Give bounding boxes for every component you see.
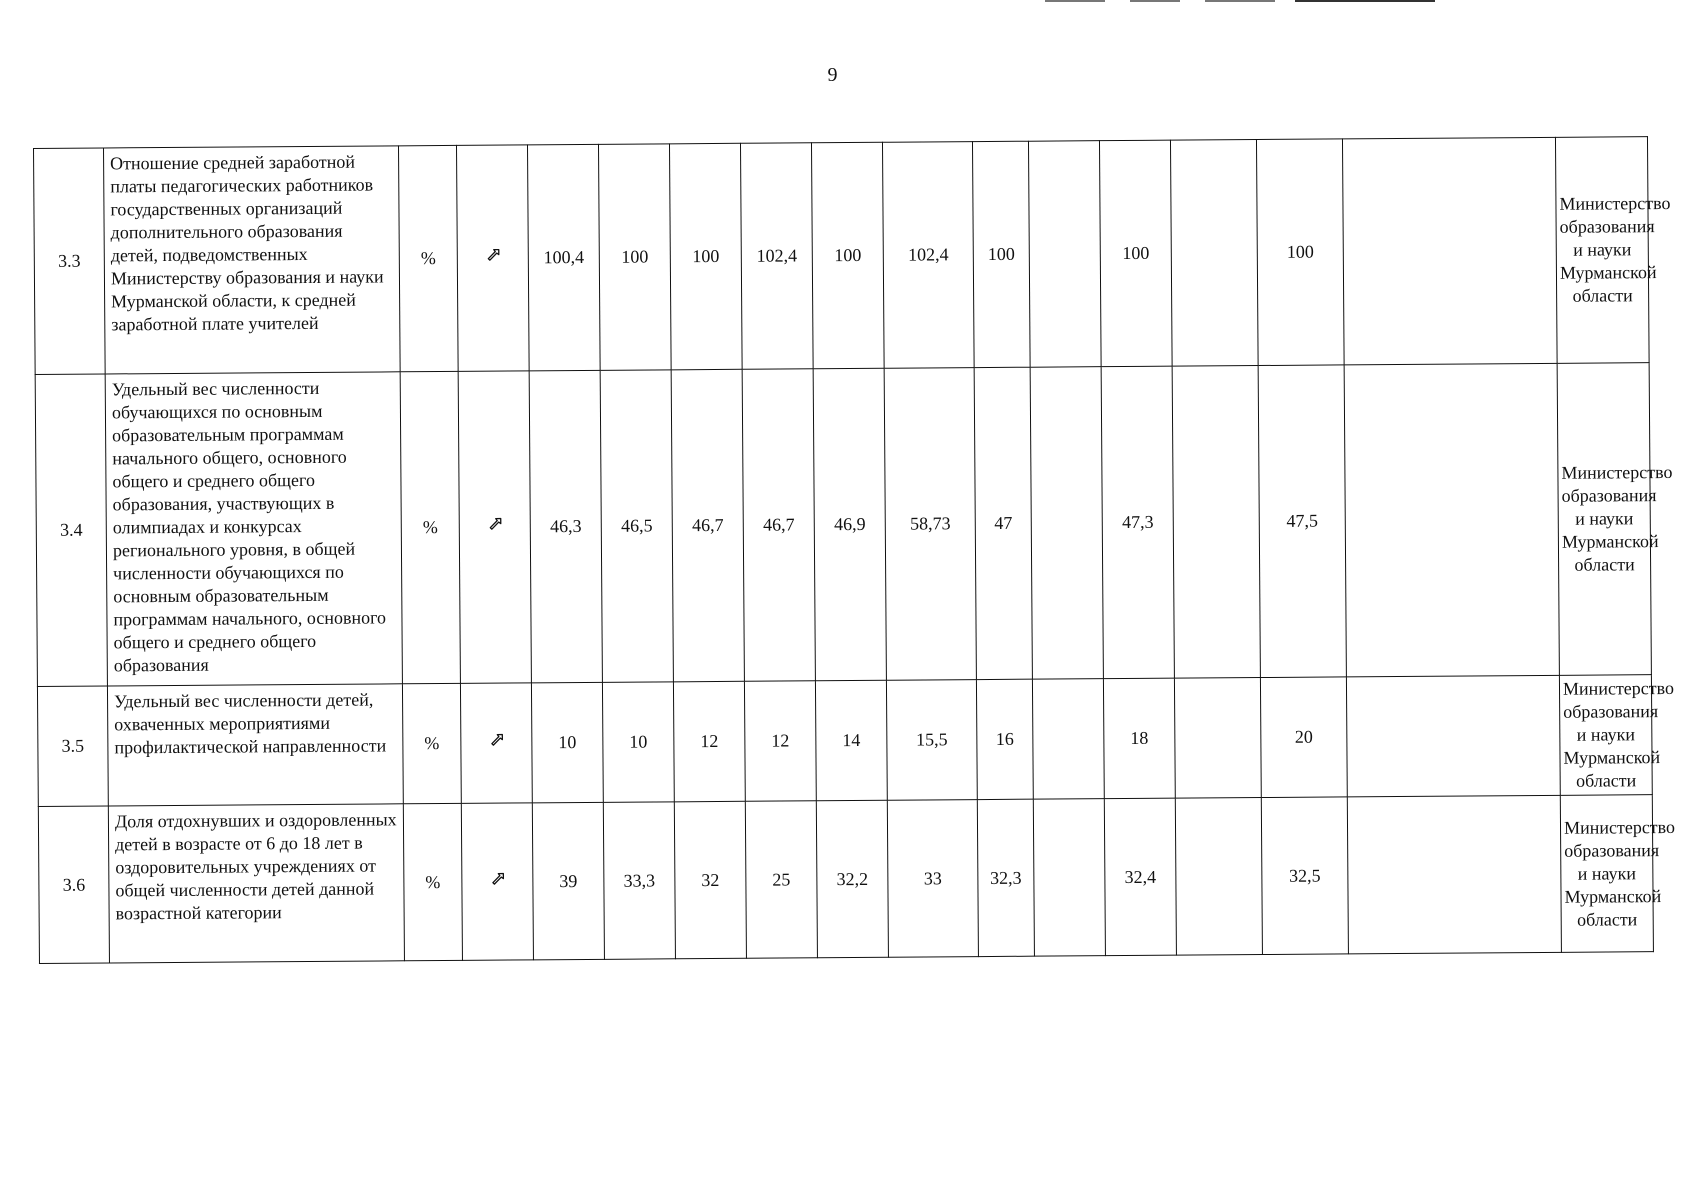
value-cell: 16 <box>976 679 1033 799</box>
value-cell: 32,3 <box>977 799 1034 956</box>
value-cell <box>1170 140 1258 367</box>
value-cell <box>1175 798 1262 956</box>
indicator-description-cell: Удельный вес численности детей, охваченных мероприятиями профилактической направленности <box>107 684 403 806</box>
value-cell: 100 <box>972 141 1030 367</box>
page-number: 9 <box>827 64 838 86</box>
value-cell: 46,7 <box>671 369 744 682</box>
value-cell <box>1346 675 1560 797</box>
value-cell: 33,3 <box>603 802 675 960</box>
value-cell <box>1174 678 1261 799</box>
value-cell: 100,4 <box>527 144 600 371</box>
up-right-outline-arrow-icon <box>489 871 505 887</box>
up-right-outline-arrow-icon <box>488 733 504 749</box>
trend-cell <box>456 145 529 372</box>
value-cell: 46,7 <box>742 369 815 682</box>
up-right-outline-arrow-icon <box>485 248 501 264</box>
table-row <box>37 675 1652 807</box>
indicator-description-cell: Доля отдохнувших и оздоровленных детей в возрасте от 6 до 18 лет в оздоровительных учреждениях от общей численности детей данной возрастной категории <box>108 804 404 963</box>
unit-cell: % <box>400 371 460 683</box>
value-cell: 20 <box>1260 677 1347 798</box>
executor-cell: Министерство образования и науки Мурманской области <box>1557 363 1651 676</box>
value-cell <box>1342 137 1557 365</box>
table-row <box>34 137 1650 375</box>
executor-cell: Министерство образования и науки Мурманской области <box>1560 795 1653 953</box>
value-cell: 10 <box>602 682 674 803</box>
value-cell <box>1172 366 1260 679</box>
value-cell: 12 <box>744 681 816 802</box>
value-cell: 33 <box>887 800 978 958</box>
unit-cell: % <box>402 683 461 803</box>
indicators-table <box>33 136 1676 964</box>
value-cell: 47,5 <box>1258 365 1346 678</box>
table-body <box>34 137 1676 964</box>
value-cell: 100 <box>598 144 671 371</box>
value-cell: 100 <box>1256 139 1344 366</box>
value-cell: 47,3 <box>1101 366 1174 679</box>
value-cell: 18 <box>1103 678 1175 799</box>
value-cell: 10 <box>531 682 603 803</box>
value-cell: 102,4 <box>740 143 813 370</box>
value-cell: 58,73 <box>884 368 976 681</box>
value-cell: 100 <box>811 142 884 369</box>
value-cell: 14 <box>815 680 887 801</box>
row-number-cell: 3.3 <box>34 148 106 375</box>
value-cell: 102,4 <box>882 142 974 369</box>
value-cell <box>1344 363 1559 677</box>
top-edge-marks <box>1045 0 1445 3</box>
executor-cell: Министерство образования и науки Мурманской области <box>1555 137 1649 364</box>
value-cell: 47 <box>974 367 1032 679</box>
value-cell: 100 <box>669 143 742 370</box>
value-cell: 46,5 <box>600 370 673 683</box>
up-right-outline-arrow-icon <box>487 517 503 533</box>
value-cell: 32 <box>674 801 746 959</box>
value-cell <box>1032 679 1104 800</box>
value-cell: 15,5 <box>886 680 977 801</box>
value-cell: 32,4 <box>1104 798 1176 956</box>
trend-cell <box>458 371 531 684</box>
value-cell: 46,9 <box>813 368 886 681</box>
indicator-description-cell: Отношение средней заработной платы педагогических работников государственных организаций дополнительного образования детей, подведомственных Министерству образования и науки Мурманской области, к средней заработной плате учителей <box>104 146 401 374</box>
value-cell <box>1033 799 1105 957</box>
executor-cell: Министерство образования и науки Мурманской области <box>1559 675 1652 796</box>
table-row <box>35 363 1651 687</box>
value-cell <box>1028 141 1101 368</box>
value-cell: 46,3 <box>529 370 602 683</box>
value-cell: 32,5 <box>1261 797 1348 955</box>
unit-cell: % <box>403 803 462 960</box>
value-cell: 25 <box>745 801 817 959</box>
indicator-description-cell: Удельный вес численности обучающихся по основным образовательным программам начального общего, основного общего и среднего общего образования, участвующих в олимпиадах и конкурсах регионального уровня, в общей численности обучающихся по основным образовательным программам начального, основного общего и среднего общего образования <box>105 372 402 686</box>
value-cell: 39 <box>532 802 604 960</box>
value-cell: 12 <box>673 681 745 802</box>
row-number-cell: 3.5 <box>37 686 108 807</box>
value-cell <box>1347 795 1561 954</box>
trend-cell <box>460 683 532 804</box>
unit-cell: % <box>398 145 458 371</box>
table-row <box>38 795 1653 964</box>
value-cell <box>1030 367 1103 680</box>
trend-cell <box>461 803 533 961</box>
value-cell: 32,2 <box>816 800 888 958</box>
value-cell: 100 <box>1099 140 1172 367</box>
row-number-cell: 3.6 <box>38 806 109 964</box>
row-number-cell: 3.4 <box>35 374 107 687</box>
